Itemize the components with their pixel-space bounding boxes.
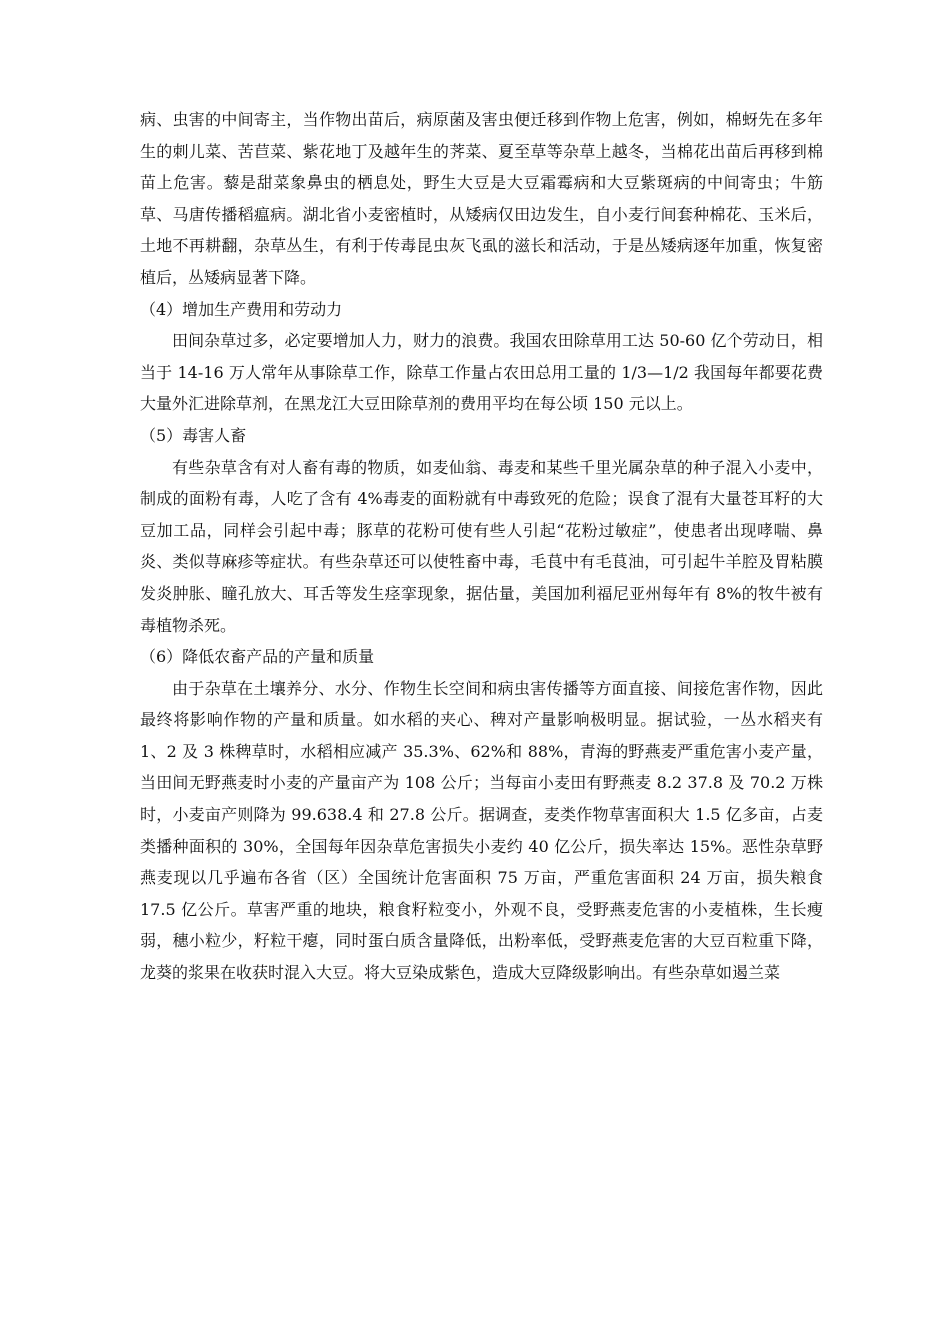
paragraph-poisoning: 有些杂草含有对人畜有毒的物质，如麦仙翁、毒麦和某些千里光属杂草的种子混入小麦中，制成的面粉有毒，人吃了含有 4%毒麦的面粉就有中毒致死的危险；误食了混有大量苍耳籽的大豆加工品，同样会引起中毒；豚草的花粉可使有些人引起“花粉过敏症”，使患者出现哮喘、鼻炎、类似荨麻疹等症状。有些杂草还可以使牲畜中毒，毛茛中有毛茛油，可引起牛羊腔及胃粘膜发炎肿胀、瞳孔放大、耳舌等发生痉挛现象，据估量，美国加利福尼亚州每年有 8%的牧牛被有毒植物杀死。 [140,457,823,635]
heading-5-poisoning: （5）毒害人畜 [140,425,247,445]
heading-6-yield-quality: （6）降低农畜产品的产量和质量 [140,647,375,667]
paragraph-labor-cost: 田间杂草过多，必定要增加人力，财力的浪费。我国农田除草用工达 50-60 亿个劳动日，相当于 14-16 万人常年从事除草工作，除草工作量占农田总用工量的 1/3—1/2 我国每年都要花费大量外汇进除草剂，在黑龙江大豆田除草剂的费用平均在每公顷 150 元以上。 [140,331,823,414]
paragraph-pests-hosts: 病、虫害的中间寄主，当作物出苗后，病原菌及害虫便迁移到作物上危害，例如，棉蚜先在多年生的刺儿菜、苦苣菜、紫花地丁及越年生的荠菜、夏至草等杂草上越冬，当棉花出苗后再移到棉苗上危害。藜是甜菜象鼻虫的栖息处，野生大豆是大豆霜霉病和大豆紫斑病的中间寄虫；牛筋草、马唐传播稻瘟病。湖北省小麦密植时，从矮病仅田边发生，自小麦行间套种棉花、玉米后，土地不再耕翻，杂草丛生，有利于传毒昆虫灰飞虱的滋长和活动，于是丛矮病逐年加重，恢复密植后，丛矮病显著下降。 [140,110,823,287]
heading-4-labor-cost: （4）增加生产费用和劳动力 [140,299,343,319]
paragraph-yield-quality: 由于杂草在土壤养分、水分、作物生长空间和病虫害传播等方面直接、间接危害作物，因此最终将影响作物的产量和质量。如水稻的夹心、稗对产量影响极明显。据试验，一丛水稻夹有 1、2 及 3 株稗草时，水稻相应减产 35.3%、62%和 88%，青海的野燕麦严重危害小麦产量，当田间无野燕麦时小麦的产量亩产为 108 公斤；当每亩小麦田有野燕麦 8.2 37.8 及 70.2 万株时，小麦亩产则降为 99.638.4 和 27.8 公斤。据调查，麦类作物草害面积大 1.5 亿多亩，占麦类播种面积的 30%，全国每年因杂草危害损失小麦约 40 亿公斤，损失率达 15%。恶性杂草野燕麦现以几乎遍布各省（区）全国统计危害面积 75 万亩，严重危害面积 24 万亩，损失粮食 17.5 亿公斤。草害严重的地块，粮食籽粒变小，外观不良，受野燕麦危害的小麦植株，生长瘦弱，穗小粒少，籽粒干瘪，同时蛋白质含量降低，出粉率低，受野燕麦危害的大豆百粒重下降，龙葵的浆果在收获时混入大豆。将大豆染成紫色，造成大豆降级影响出。有些杂草如遏兰菜 [140,678,823,983]
document-page [140,104,823,989]
